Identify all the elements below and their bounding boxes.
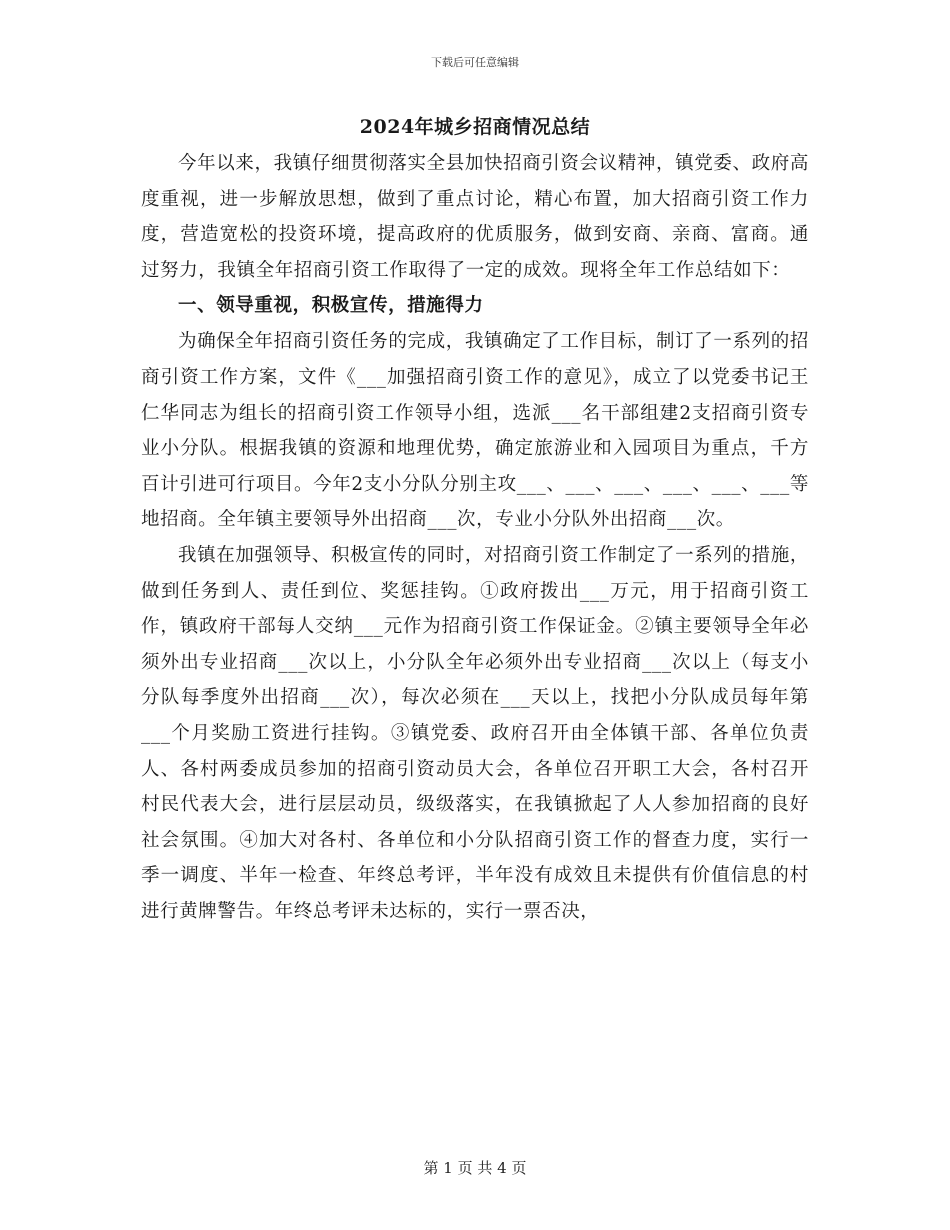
body-paragraph-1: 为确保全年招商引资任务的完成，我镇确定了工作目标，制订了一系列的招商引资工作方案，文件《___加强招商引资工作的意见》，成立了以党委书记王仁华同志为组长的招商引资工作领导小组，选派___名干部组建2支招商引资专业小分队。根据我镇的资源和地理优势，确定旅游业和入园项目为重点，千方百计引进可行项目。今年2支小分队分别主攻___、___、___、___、___、___等地招商。全年镇主要领导外出招商___次，专业小分队外出招商___次。: [141, 331, 809, 531]
page-number-footer: 第 1 页 共 4 页: [423, 1159, 527, 1177]
header-note: 下载后可任意编辑: [431, 56, 519, 69]
body-paragraph-2: 我镇在加强领导、积极宣传的同时，对招商引资工作制定了一系列的措施，做到任务到人、责任到位、奖惩挂钩。①政府拨出___万元，用于招商引资工作，镇政府干部每人交纳___元作为招商引资工作保证金。②镇主要领导全年必须外出专业招商___次以上，小分队全年必须外出专业招商___次以上（每支小分队每季度外出招商___次），每次必须在___天以上，找把小分队成员每年第___个月奖励工资进行挂钩。③镇党委、政府召开由全体镇干部、各单位负责人、各村两委成员参加的招商引资动员大会，各单位召开职工大会，各村召开村民代表大会，进行层层动员，级级落实，在我镇掀起了人人参加招商的良好社会氛围。④加大对各村、各单位和小分队招商引资工作的督查力度，实行一季一调度、半年一检查、年终总考评，半年没有成效且未提供有价值信息的村进行黄牌警告。年终总考评未达标的，实行一票否决，: [141, 544, 809, 922]
intro-paragraph: 今年以来，我镇仔细贯彻落实全县加快招商引资会议精神，镇党委、政府高度重视，进一步解放思想，做到了重点讨论，精心布置，加大招商引资工作力度，营造宽松的投资环境，提高政府的优质服务，做到安商、亲商、富商。通过努力，我镇全年招商引资工作取得了一定的成效。现将全年工作总结如下：: [141, 153, 809, 281]
section-heading-1: 一、领导重视，积极宣传，措施得力: [178, 295, 484, 317]
document-body: [141, 112, 809, 929]
document-title: 2024年城乡招商情况总结: [359, 116, 591, 138]
